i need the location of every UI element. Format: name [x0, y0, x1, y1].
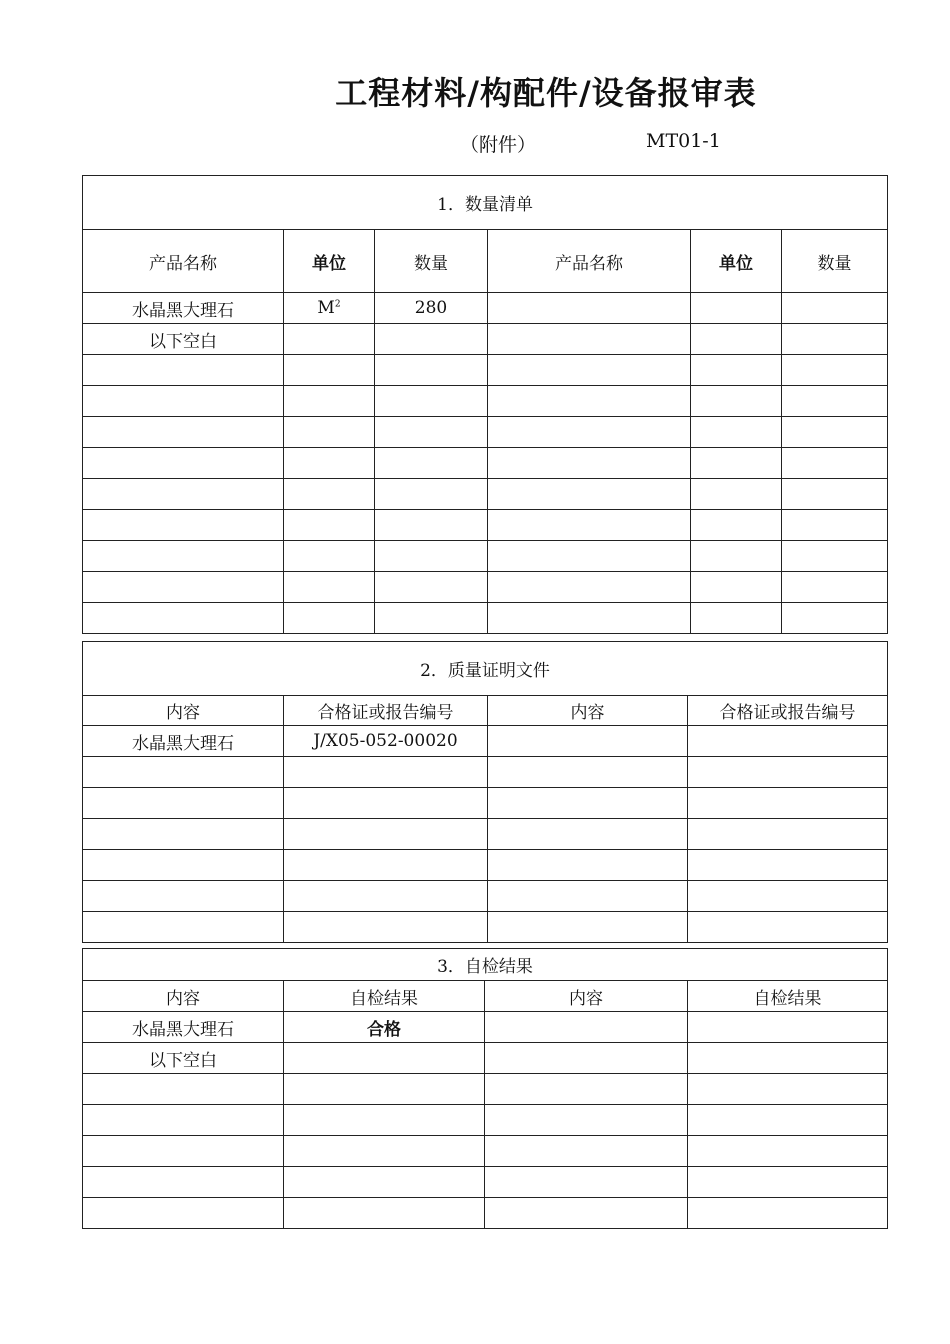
table-cell [691, 324, 782, 355]
table-cell [782, 386, 888, 417]
table-cell [83, 726, 284, 757]
table-cell [688, 1105, 888, 1136]
table-cell [488, 510, 691, 541]
table-cell [284, 1043, 485, 1074]
table-cell [691, 355, 782, 386]
table-cell [488, 819, 688, 850]
quantity-rows [83, 293, 888, 634]
table-cell [83, 912, 284, 943]
table-cell [83, 757, 284, 788]
cell-text: J/X05-052-00020 [313, 731, 458, 751]
table-cell [375, 479, 488, 510]
table-cell [688, 726, 888, 757]
table-row [83, 572, 888, 603]
table-cell [488, 850, 688, 881]
table-cell [782, 324, 888, 355]
table-row [83, 881, 888, 912]
table-row [83, 1136, 888, 1167]
table-cell [488, 293, 691, 324]
cell-text: 水晶黑大理石 [132, 300, 234, 321]
table-row [83, 386, 888, 417]
table-cell [488, 448, 691, 479]
column-header: 内容 [488, 696, 688, 726]
cell-text: 以下空白 [149, 1050, 217, 1071]
table-cell [284, 1074, 485, 1105]
table-cell [83, 881, 284, 912]
table-cell [691, 293, 782, 324]
table-row [83, 850, 888, 881]
table-cell [83, 1136, 284, 1167]
table-cell [83, 386, 284, 417]
quality-doc-rows [83, 726, 888, 943]
table-cell [375, 324, 488, 355]
table-cell [488, 386, 691, 417]
table-cell [375, 603, 488, 634]
table-row [83, 788, 888, 819]
column-header: 自检结果 [284, 981, 485, 1012]
table-cell [488, 324, 691, 355]
table-row [83, 1198, 888, 1229]
table-cell [485, 1105, 688, 1136]
cell-text: M [317, 298, 335, 318]
table-cell [782, 448, 888, 479]
table-cell [284, 819, 488, 850]
table-cell [284, 572, 375, 603]
table-cell [782, 479, 888, 510]
table-cell [83, 355, 284, 386]
table-cell [83, 1012, 284, 1043]
table-cell [688, 881, 888, 912]
table-cell [688, 1012, 888, 1043]
table-row [83, 510, 888, 541]
table-cell [782, 293, 888, 324]
table-cell [83, 1167, 284, 1198]
table-cell [375, 541, 488, 572]
form-code: MT01-1 [646, 130, 721, 152]
table-row [83, 355, 888, 386]
table-cell [375, 572, 488, 603]
table-cell [83, 850, 284, 881]
table-cell [284, 1167, 485, 1198]
table-cell [375, 386, 488, 417]
table-row [83, 293, 888, 324]
table-row [83, 819, 888, 850]
table-cell [284, 386, 375, 417]
table-cell [488, 788, 688, 819]
table-cell [691, 572, 782, 603]
table-cell [488, 479, 691, 510]
table-row [83, 757, 888, 788]
cell-text: 水晶黑大理石 [132, 733, 234, 754]
section-heading: 2．质量证明文件 [83, 642, 888, 696]
table-cell [284, 881, 488, 912]
table-cell [488, 541, 691, 572]
table-cell [488, 757, 688, 788]
section-heading: 1．数量清单 [83, 176, 888, 230]
table-cell [688, 1074, 888, 1105]
unit-superscript: 2 [334, 299, 341, 310]
table-cell [284, 788, 488, 819]
table-cell [284, 726, 488, 757]
table-cell [83, 293, 284, 324]
table-cell [782, 355, 888, 386]
table-cell [691, 448, 782, 479]
table-cell [284, 448, 375, 479]
table-cell [782, 510, 888, 541]
table-cell [284, 293, 375, 324]
table-cell [284, 1012, 485, 1043]
column-header: 产品名称 [488, 230, 691, 293]
table-cell [488, 572, 691, 603]
table-row [83, 1167, 888, 1198]
table-row [83, 417, 888, 448]
table-row [83, 1043, 888, 1074]
table-cell [284, 603, 375, 634]
column-header: 内容 [485, 981, 688, 1012]
table-cell [782, 417, 888, 448]
table-cell [691, 603, 782, 634]
column-header: 合格证或报告编号 [688, 696, 888, 726]
quality-docs-table [82, 641, 888, 943]
column-header: 内容 [83, 981, 284, 1012]
table-row [83, 448, 888, 479]
table-cell [688, 850, 888, 881]
cell-text: 以下空白 [149, 331, 217, 352]
table-cell [688, 1136, 888, 1167]
table-cell [485, 1043, 688, 1074]
table-cell [688, 1167, 888, 1198]
table-cell [83, 1043, 284, 1074]
cell-text: 水晶黑大理石 [132, 1019, 234, 1040]
table-cell [688, 912, 888, 943]
cell-text: 合格 [367, 1019, 401, 1040]
column-header: 合格证或报告编号 [284, 696, 488, 726]
table-cell [284, 1105, 485, 1136]
table-cell [485, 1074, 688, 1105]
column-header: 单位 [284, 230, 375, 293]
table-cell [284, 479, 375, 510]
table-row [83, 726, 888, 757]
table-cell [488, 417, 691, 448]
column-header: 产品名称 [83, 230, 284, 293]
table-cell [485, 1167, 688, 1198]
self-check-table [82, 948, 888, 1229]
table-cell [488, 912, 688, 943]
table-cell [284, 1136, 485, 1167]
table-cell [284, 324, 375, 355]
table-cell [691, 541, 782, 572]
table-cell [488, 603, 691, 634]
column-header: 内容 [83, 696, 284, 726]
table-cell [284, 850, 488, 881]
table-cell [688, 1043, 888, 1074]
table-cell [83, 1074, 284, 1105]
table-cell [83, 819, 284, 850]
table-cell [284, 417, 375, 448]
table-cell [375, 293, 488, 324]
table-row [83, 324, 888, 355]
table-cell [83, 788, 284, 819]
table-cell [284, 1198, 485, 1229]
table-row [83, 479, 888, 510]
table-cell [688, 819, 888, 850]
table-cell [83, 448, 284, 479]
quantity-list-table [82, 175, 888, 634]
table-row [83, 1105, 888, 1136]
table-cell [284, 510, 375, 541]
table-cell [83, 479, 284, 510]
table-cell [83, 1105, 284, 1136]
table-cell [782, 603, 888, 634]
column-header: 单位 [691, 230, 782, 293]
table-row [83, 603, 888, 634]
table-cell [688, 788, 888, 819]
table-cell [691, 479, 782, 510]
table-cell [691, 510, 782, 541]
table-row [83, 541, 888, 572]
table-cell [83, 1198, 284, 1229]
table-cell [488, 355, 691, 386]
table-cell [284, 757, 488, 788]
table-cell [375, 355, 488, 386]
form-title: 工程材料/构配件/设备报审表 [335, 74, 757, 112]
table-cell [375, 448, 488, 479]
table-cell [375, 417, 488, 448]
table-cell [688, 1198, 888, 1229]
table-cell [284, 541, 375, 572]
table-row [83, 1074, 888, 1105]
table-cell [83, 541, 284, 572]
table-row [83, 1012, 888, 1043]
attachment-label: （附件） [460, 134, 537, 156]
table-cell [83, 603, 284, 634]
table-cell [83, 572, 284, 603]
table-cell [782, 572, 888, 603]
table-row [83, 912, 888, 943]
table-cell [485, 1136, 688, 1167]
column-header: 数量 [375, 230, 488, 293]
column-header: 数量 [782, 230, 888, 293]
table-cell [83, 324, 284, 355]
self-check-rows [83, 1012, 888, 1229]
table-cell [691, 386, 782, 417]
table-cell [691, 417, 782, 448]
table-cell [284, 912, 488, 943]
table-cell [284, 355, 375, 386]
table-cell [485, 1012, 688, 1043]
table-cell [488, 881, 688, 912]
table-cell [485, 1198, 688, 1229]
table-cell [782, 541, 888, 572]
table-cell [688, 757, 888, 788]
table-cell [83, 417, 284, 448]
table-cell [375, 510, 488, 541]
section-heading: 3．自检结果 [83, 949, 888, 981]
cell-text: 280 [414, 298, 448, 318]
column-header: 自检结果 [688, 981, 888, 1012]
table-cell [488, 726, 688, 757]
table-cell [83, 510, 284, 541]
